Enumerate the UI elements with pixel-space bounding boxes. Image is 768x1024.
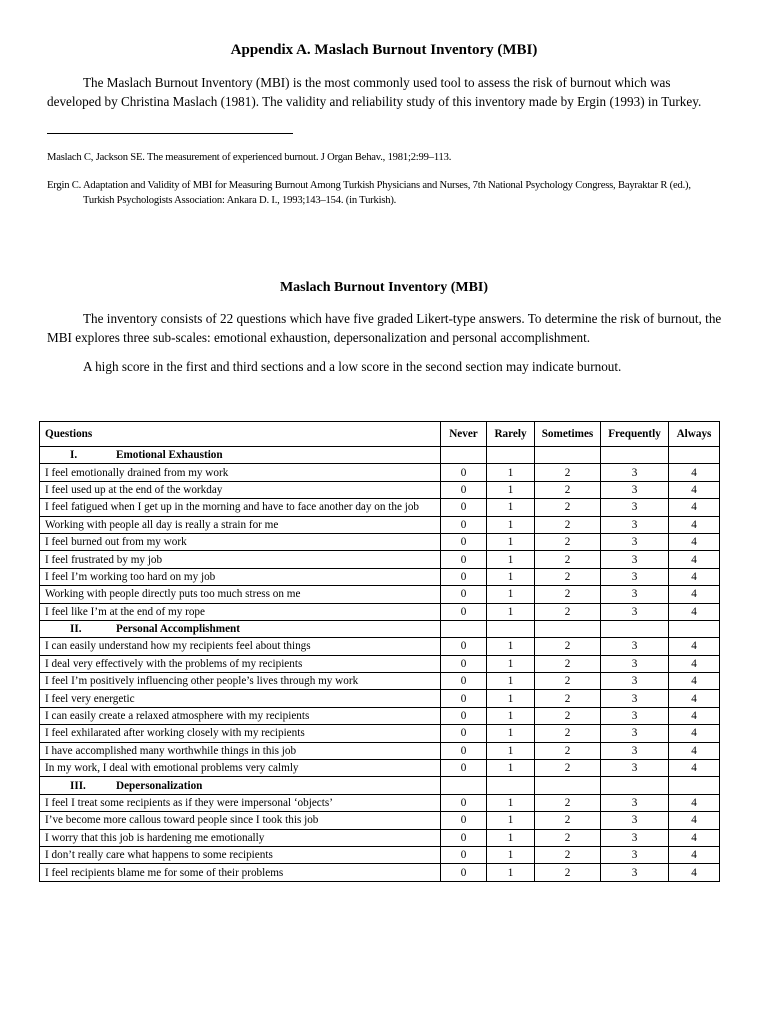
score-cell: 0 [441, 603, 487, 620]
table-row [40, 673, 720, 690]
table-row [40, 725, 720, 742]
score-cell: 1 [487, 742, 535, 759]
score-cell: 3 [601, 464, 669, 481]
score-cell: 1 [487, 638, 535, 655]
score-cell: 2 [535, 481, 601, 498]
header-questions: Questions [40, 422, 441, 447]
section-name: Emotional Exhaustion [116, 449, 223, 462]
score-cell: 4 [669, 794, 720, 811]
reference-maslach: Maslach C, Jackson SE. The measurement of experienced burnout. J Organ Behav., 1981;2:99–113. [47, 152, 452, 163]
score-cell: 0 [441, 481, 487, 498]
score-cell: 1 [487, 846, 535, 863]
score-cell: 3 [601, 794, 669, 811]
score-cell: 3 [601, 533, 669, 550]
score-cell: 1 [487, 481, 535, 498]
table-row [40, 655, 720, 672]
score-cell: 0 [441, 499, 487, 516]
score-cell: 2 [535, 568, 601, 585]
score-cell: 1 [487, 464, 535, 481]
score-cell: 3 [601, 760, 669, 777]
inventory-title: Maslach Burnout Inventory (MBI) [279, 280, 489, 295]
table-row [40, 760, 720, 777]
score-cell: 0 [441, 742, 487, 759]
score-cell: 2 [535, 864, 601, 881]
question-text: I can easily create a relaxed atmosphere with my recipients [40, 707, 441, 724]
header-frequently: Frequently [601, 422, 669, 447]
score-cell: 3 [601, 846, 669, 863]
section-empty-cell [669, 447, 720, 464]
score-cell: 0 [441, 846, 487, 863]
section-title [40, 620, 441, 637]
section-empty-cell [535, 620, 601, 637]
question-text: I can easily understand how my recipients feel about things [40, 638, 441, 655]
table-body [40, 447, 720, 882]
score-cell: 2 [535, 499, 601, 516]
question-text: I feel frustrated by my job [40, 551, 441, 568]
score-cell: 2 [535, 603, 601, 620]
score-cell: 4 [669, 533, 720, 550]
score-cell: 1 [487, 673, 535, 690]
score-cell: 4 [669, 464, 720, 481]
score-cell: 0 [441, 516, 487, 533]
score-cell: 2 [535, 690, 601, 707]
score-cell: 3 [601, 481, 669, 498]
table-row [40, 812, 720, 829]
question-text: I feel I’m positively influencing other people’s lives through my work [40, 673, 441, 690]
score-cell: 0 [441, 690, 487, 707]
score-cell: 3 [601, 812, 669, 829]
score-cell: 3 [601, 603, 669, 620]
score-cell: 2 [535, 586, 601, 603]
section-numeral: III. [70, 779, 86, 792]
score-cell: 4 [669, 655, 720, 672]
score-cell: 4 [669, 586, 720, 603]
score-cell: 3 [601, 655, 669, 672]
score-cell: 2 [535, 551, 601, 568]
question-text: I feel used up at the end of the workday [40, 481, 441, 498]
score-cell: 2 [535, 655, 601, 672]
table-row [40, 707, 720, 724]
section-empty-cell [487, 620, 535, 637]
score-cell: 0 [441, 864, 487, 881]
score-cell: 2 [535, 760, 601, 777]
score-cell: 1 [487, 551, 535, 568]
score-cell: 1 [487, 812, 535, 829]
score-cell: 2 [535, 638, 601, 655]
score-cell: 1 [487, 864, 535, 881]
section-row [40, 620, 720, 637]
score-cell: 2 [535, 533, 601, 550]
score-cell: 3 [601, 707, 669, 724]
section-empty-cell [669, 777, 720, 794]
section-empty-cell [487, 777, 535, 794]
score-cell: 3 [601, 864, 669, 881]
question-text: I feel emotionally drained from my work [40, 464, 441, 481]
table-row [40, 464, 720, 481]
score-cell: 4 [669, 551, 720, 568]
table-header-row [40, 422, 720, 447]
score-cell: 1 [487, 499, 535, 516]
score-cell: 4 [669, 516, 720, 533]
score-cell: 3 [601, 586, 669, 603]
question-text: I feel exhilarated after working closely with my recipients [40, 725, 441, 742]
question-text: I worry that this job is hardening me emotionally [40, 829, 441, 846]
table-row [40, 864, 720, 881]
table-row [40, 516, 720, 533]
score-cell: 0 [441, 533, 487, 550]
table-row [40, 551, 720, 568]
question-text: I feel recipients blame me for some of their problems [40, 864, 441, 881]
table-row [40, 846, 720, 863]
score-cell: 4 [669, 707, 720, 724]
question-text: I feel I treat some recipients as if they were impersonal ‘objects’ [40, 794, 441, 811]
section-empty-cell [535, 447, 601, 464]
table-row [40, 481, 720, 498]
score-cell: 4 [669, 812, 720, 829]
score-cell: 0 [441, 707, 487, 724]
header-sometimes: Sometimes [535, 422, 601, 447]
header-always: Always [669, 422, 720, 447]
score-cell: 2 [535, 742, 601, 759]
score-cell: 3 [601, 638, 669, 655]
score-cell: 3 [601, 829, 669, 846]
score-cell: 4 [669, 673, 720, 690]
score-cell: 1 [487, 725, 535, 742]
mbi-table [39, 421, 720, 882]
score-cell: 3 [601, 673, 669, 690]
score-cell: 4 [669, 846, 720, 863]
section-empty-cell [601, 777, 669, 794]
score-cell: 2 [535, 725, 601, 742]
question-text: Working with people all day is really a strain for me [40, 516, 441, 533]
section-empty-cell [441, 447, 487, 464]
score-cell: 3 [601, 499, 669, 516]
table-row [40, 794, 720, 811]
score-cell: 2 [535, 812, 601, 829]
score-cell: 0 [441, 760, 487, 777]
score-cell: 1 [487, 794, 535, 811]
table-row [40, 690, 720, 707]
score-cell: 2 [535, 707, 601, 724]
question-text: In my work, I deal with emotional problems very calmly [40, 760, 441, 777]
inventory-interpretation: A high score in the first and third sections and a low score in the second section may indicate burnout. [83, 359, 622, 374]
section-empty-cell [441, 777, 487, 794]
score-cell: 1 [487, 516, 535, 533]
score-cell: 3 [601, 568, 669, 585]
score-cell: 4 [669, 725, 720, 742]
score-cell: 1 [487, 603, 535, 620]
score-cell: 2 [535, 516, 601, 533]
question-text: I feel burned out from my work [40, 533, 441, 550]
score-cell: 0 [441, 568, 487, 585]
score-cell: 1 [487, 586, 535, 603]
table-row [40, 533, 720, 550]
score-cell: 4 [669, 481, 720, 498]
section-name: Depersonalization [116, 779, 203, 792]
section-row [40, 777, 720, 794]
score-cell: 2 [535, 464, 601, 481]
section-empty-cell [669, 620, 720, 637]
question-text: I’ve become more callous toward people since I took this job [40, 812, 441, 829]
score-cell: 0 [441, 551, 487, 568]
section-numeral: II. [70, 623, 82, 636]
score-cell: 1 [487, 829, 535, 846]
score-cell: 0 [441, 725, 487, 742]
section-title [40, 777, 441, 794]
score-cell: 1 [487, 655, 535, 672]
question-text: I have accomplished many worthwhile things in this job [40, 742, 441, 759]
score-cell: 0 [441, 655, 487, 672]
score-cell: 0 [441, 638, 487, 655]
question-text: I feel like I’m at the end of my rope [40, 603, 441, 620]
score-cell: 4 [669, 499, 720, 516]
table-row [40, 742, 720, 759]
score-cell: 2 [535, 846, 601, 863]
score-cell: 4 [669, 864, 720, 881]
score-cell: 4 [669, 638, 720, 655]
question-text: I deal very effectively with the problems of my recipients [40, 655, 441, 672]
score-cell: 0 [441, 464, 487, 481]
intro-paragraph: The Maslach Burnout Inventory (MBI) is the most commonly used tool to assess the risk of burnout which was developed by Christina Maslach (1981). The validity and reliability study of this inventory made by Ergin (1993) in Turkey. [47, 75, 702, 109]
score-cell: 1 [487, 707, 535, 724]
table-row [40, 499, 720, 516]
section-empty-cell [487, 447, 535, 464]
score-cell: 0 [441, 586, 487, 603]
score-cell: 0 [441, 673, 487, 690]
score-cell: 3 [601, 742, 669, 759]
table-row [40, 603, 720, 620]
score-cell: 2 [535, 794, 601, 811]
inventory-description: The inventory consists of 22 questions which have five graded Likert-type answers. To determine the risk of burnout, the MBI explores three sub-scales: emotional exhaustion, depersonalization and personal accomplishment. [47, 311, 722, 345]
score-cell: 0 [441, 794, 487, 811]
header-rarely: Rarely [487, 422, 535, 447]
score-cell: 0 [441, 829, 487, 846]
score-cell: 1 [487, 533, 535, 550]
section-empty-cell [601, 447, 669, 464]
score-cell: 3 [601, 690, 669, 707]
score-cell: 2 [535, 829, 601, 846]
header-never: Never [441, 422, 487, 447]
score-cell: 0 [441, 812, 487, 829]
score-cell: 3 [601, 725, 669, 742]
question-text: I feel fatigued when I get up in the morning and have to face another day on the job [40, 499, 441, 516]
footnote-rule [47, 133, 293, 134]
table-row [40, 829, 720, 846]
score-cell: 4 [669, 760, 720, 777]
table-row [40, 638, 720, 655]
section-title [40, 447, 441, 464]
score-cell: 4 [669, 742, 720, 759]
score-cell: 4 [669, 829, 720, 846]
score-cell: 4 [669, 690, 720, 707]
score-cell: 1 [487, 568, 535, 585]
section-row [40, 447, 720, 464]
score-cell: 4 [669, 568, 720, 585]
section-empty-cell [601, 620, 669, 637]
section-empty-cell [535, 777, 601, 794]
section-name: Personal Accomplishment [116, 623, 240, 636]
section-numeral: I. [70, 449, 78, 462]
score-cell: 4 [669, 603, 720, 620]
appendix-title: Appendix A. Maslach Burnout Inventory (MBI) [230, 42, 538, 58]
table-row [40, 586, 720, 603]
score-cell: 2 [535, 673, 601, 690]
score-cell: 3 [601, 516, 669, 533]
score-cell: 3 [601, 551, 669, 568]
score-cell: 1 [487, 760, 535, 777]
question-text: I don’t really care what happens to some recipients [40, 846, 441, 863]
question-text: I feel I’m working too hard on my job [40, 568, 441, 585]
question-text: Working with people directly puts too much stress on me [40, 586, 441, 603]
table-row [40, 568, 720, 585]
reference-ergin: Ergin C. Adaptation and Validity of MBI for Measuring Burnout Among Turkish Physicians and Nurses, 7th National Psychology Congress, Bayraktar R (ed.), Turkish Psychologists Association: Ankara D. I., 1993;143–154. (in Turkish). [47, 180, 691, 206]
score-cell: 1 [487, 690, 535, 707]
question-text: I feel very energetic [40, 690, 441, 707]
section-empty-cell [441, 620, 487, 637]
